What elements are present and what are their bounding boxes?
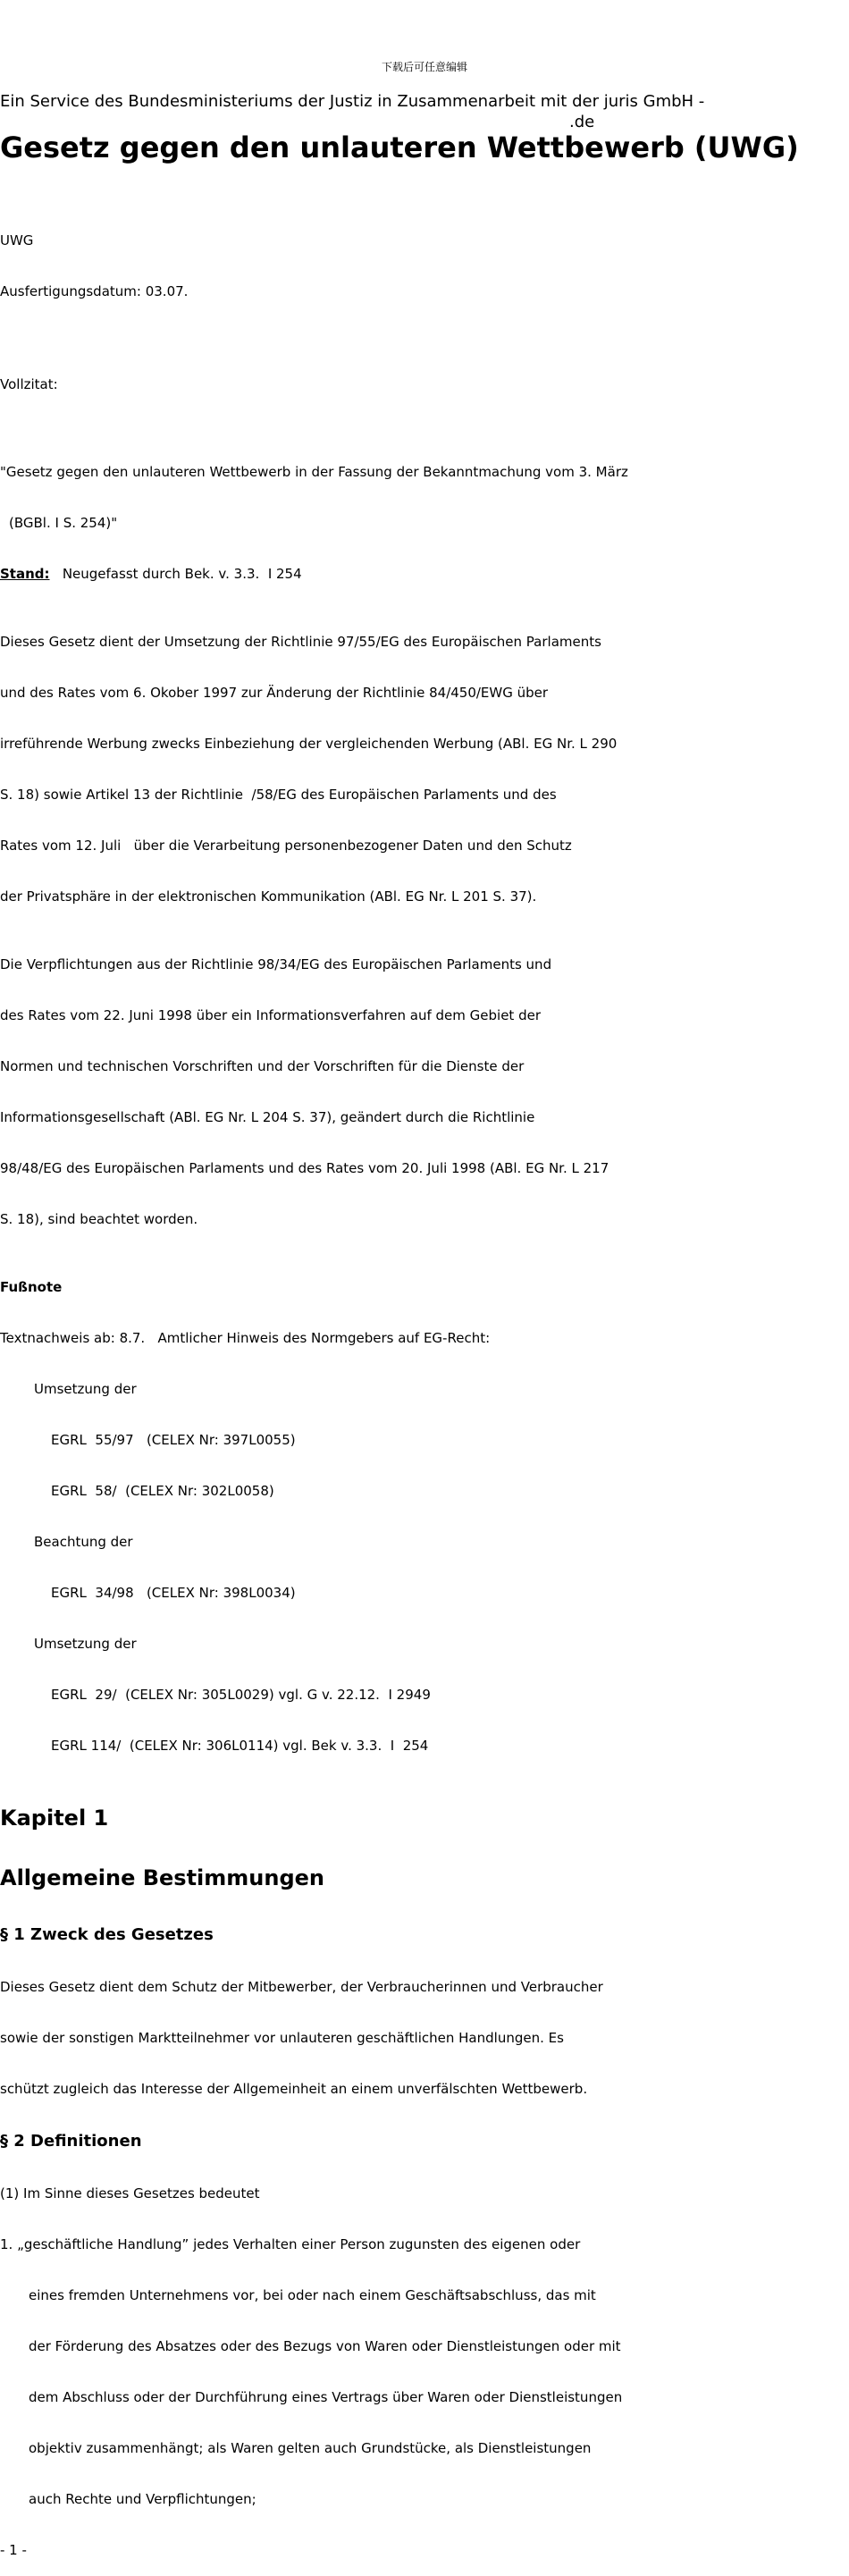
- ausfertigungsdatum: Ausfertigungsdatum: 03.07.: [0, 283, 189, 299]
- footnote-group-label: Umsetzung der: [34, 1636, 137, 1652]
- section-2-item-line: der Förderung des Absatzes oder des Bezugs von Waren oder Dienstleistungen oder mit: [29, 2338, 621, 2354]
- stand-line: [0, 566, 628, 583]
- directive-line: Normen und technischen Vorschriften und der Vorschriften für die Dienste der: [0, 1058, 525, 1074]
- directive-line: S. 18) sowie Artikel 13 der Richtlinie /58/EG des Europäischen Parlaments und des: [0, 787, 557, 803]
- section-2-intro: (1) Im Sinne dieses Gesetzes bedeutet: [0, 2185, 260, 2201]
- section-2-item-line: objektiv zusammenhängt; als Waren gelten auch Grundstücke, als Dienstleistungen: [29, 2440, 592, 2456]
- section-2-title: § 2 Definitionen: [0, 2132, 142, 2151]
- directive-line: 98/48/EG des Europäischen Parlaments und des Rates vom 20. Juli 1998 (ABl. EG Nr. L 217: [0, 1160, 609, 1176]
- chapter-number: Kapitel 1: [0, 1806, 109, 1831]
- chapter-title: Allgemeine Bestimmungen: [0, 1865, 324, 1890]
- section-2-item-line: eines fremden Unternehmens vor, bei oder nach einem Geschäftsabschluss, das mit: [29, 2287, 596, 2303]
- footnote-item: EGRL 58/ (CELEX Nr: 302L0058): [51, 1483, 274, 1499]
- section-1-line: Dieses Gesetz dient dem Schutz der Mitbewerber, der Verbraucherinnen und Verbraucher: [0, 1979, 603, 1995]
- footnote-item: EGRL 29/ (CELEX Nr: 305L0029) vgl. G v. 22.12. I 2949: [51, 1687, 431, 1703]
- footnote-group-label: Beachtung der: [34, 1534, 133, 1550]
- service-line-domain: .de: [569, 113, 595, 131]
- section-2-item-line: auch Rechte und Verpflichtungen;: [29, 2491, 256, 2507]
- vollzitat-label: Vollzitat:: [0, 376, 58, 392]
- footnote-item: EGRL 34/98 (CELEX Nr: 398L0034): [51, 1585, 296, 1601]
- directive-line: und des Rates vom 6. Okober 1997 zur Änderung der Richtlinie 84/450/EWG über: [0, 685, 549, 701]
- footnote-item: EGRL 55/97 (CELEX Nr: 397L0055): [51, 1432, 296, 1448]
- section-2-item-line: 1. „geschäftliche Handlung” jedes Verhalten einer Person zugunsten des eigenen oder: [0, 2236, 581, 2252]
- footnote-heading: Fußnote: [0, 1279, 63, 1295]
- section-1-line: schützt zugleich das Interesse der Allgemeinheit an einem unverfälschten Wettbewerb.: [0, 2081, 588, 2097]
- law-title: Gesetz gegen den unlauteren Wettbewerb (UWG): [0, 130, 799, 164]
- directive-line: irreführende Werbung zwecks Einbeziehung der vergleichenden Werbung (ABl. EG Nr. L 290: [0, 736, 618, 752]
- directive-line: des Rates vom 22. Juni 1998 über ein Informationsverfahren auf dem Gebiet der: [0, 1007, 541, 1023]
- directive-line: der Privatsphäre in der elektronischen Kommunikation (ABl. EG Nr. L 201 S. 37).: [0, 888, 537, 905]
- directive-line: Die Verpflichtungen aus der Richtlinie 98/34/EG des Europäischen Parlaments und: [0, 956, 552, 972]
- vollzitat-line: "Gesetz gegen den unlauteren Wettbewerb in der Fassung der Bekanntmachung vom 3. März: [0, 464, 628, 480]
- stand-label: Stand:: [0, 566, 50, 582]
- page-number: - 1 -: [0, 2542, 27, 2558]
- law-abbreviation: UWG: [0, 232, 34, 248]
- footnote-intro: Textnachweis ab: 8.7. Amtlicher Hinweis des Normgebers auf EG-Recht:: [0, 1330, 491, 1346]
- stand-text: Neugefasst durch Bek. v. 3.3. I 254: [49, 566, 302, 582]
- section-2-item-line: dem Abschluss oder der Durchführung eines Vertrags über Waren oder Dienstleistungen: [29, 2389, 623, 2405]
- document-body: [0, 198, 628, 2576]
- directive-line: Rates vom 12. Juli über die Verarbeitung personenbezogener Daten und den Schutz: [0, 838, 572, 854]
- section-1-title: § 1 Zweck des Gesetzes: [0, 1925, 214, 1944]
- download-note: 下载后可任意编辑: [381, 61, 467, 73]
- service-line: Ein Service des Bundesministeriums der Justiz in Zusammenarbeit mit der juris GmbH -: [0, 92, 705, 111]
- vollzitat-line: (BGBl. I S. 254)": [9, 515, 118, 531]
- section-1-line: sowie der sonstigen Marktteilnehmer vor unlauteren geschäftlichen Handlungen. Es: [0, 2030, 564, 2046]
- directive-line: Dieses Gesetz dient der Umsetzung der Richtlinie 97/55/EG des Europäischen Parlaments: [0, 634, 601, 650]
- directive-line: S. 18), sind beachtet worden.: [0, 1211, 198, 1227]
- footnote-item: EGRL 114/ (CELEX Nr: 306L0114) vgl. Bek v. 3.3. I 254: [51, 1738, 429, 1754]
- footnote-group-label: Umsetzung der: [34, 1381, 137, 1397]
- directive-line: Informationsgesellschaft (ABl. EG Nr. L 204 S. 37), geändert durch die Richtlinie: [0, 1109, 535, 1125]
